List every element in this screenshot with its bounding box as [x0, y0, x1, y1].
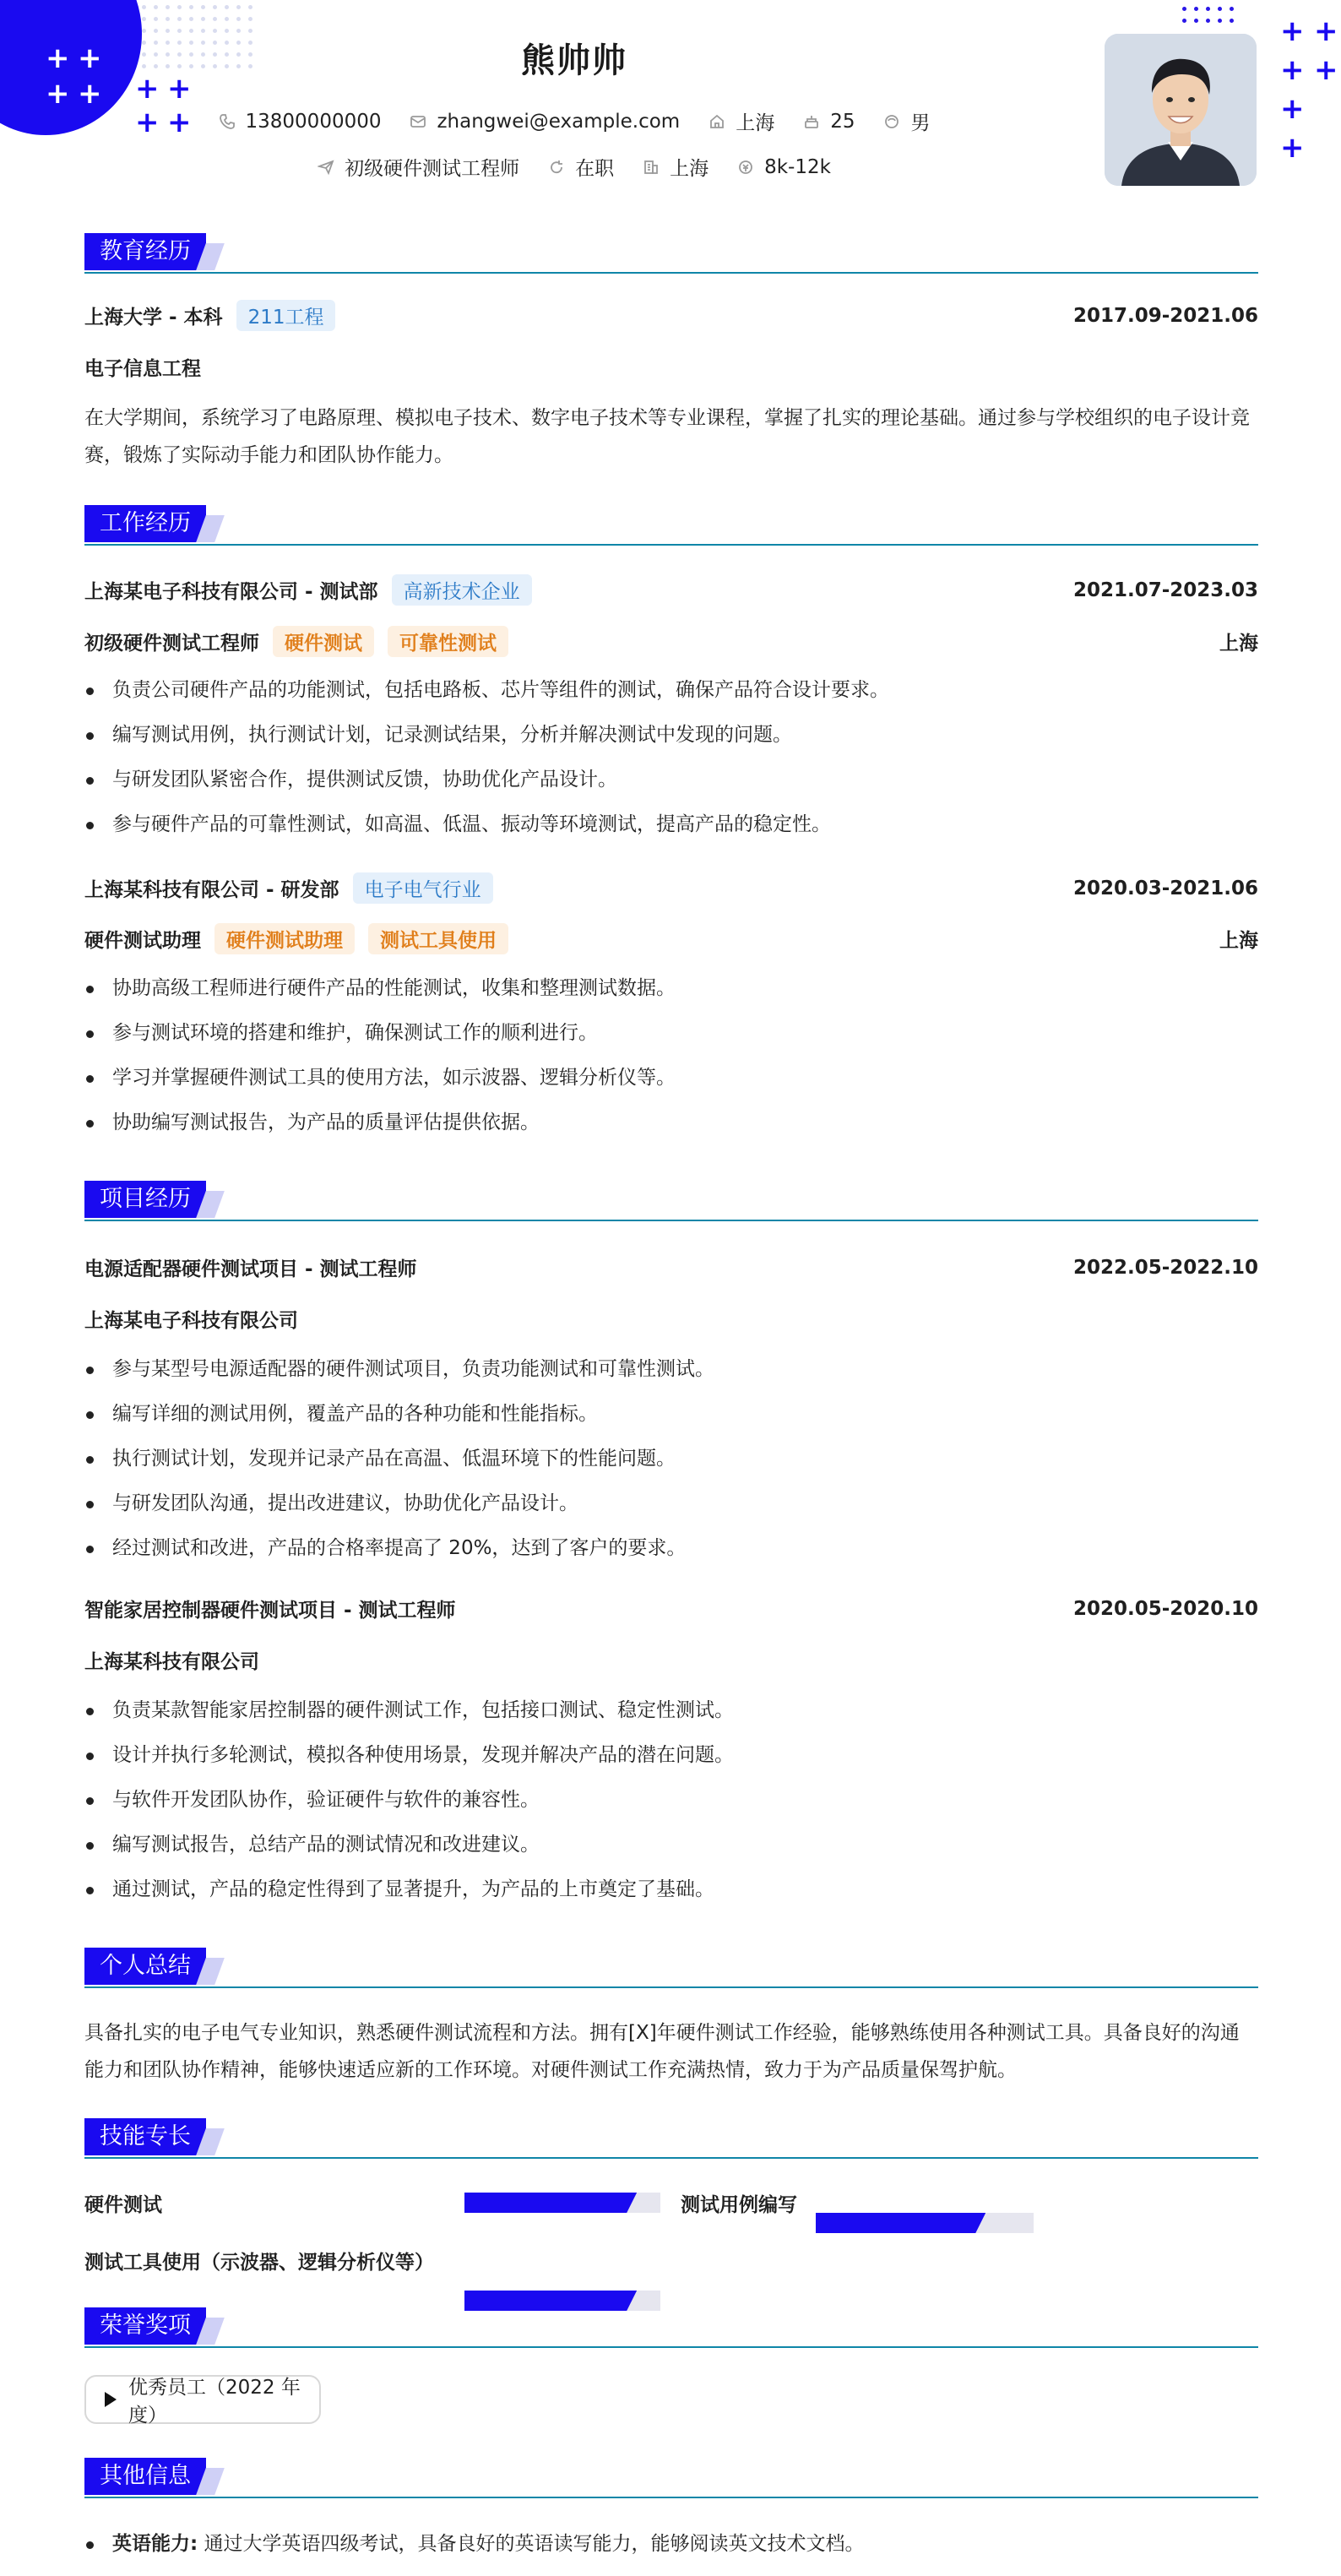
skill-tag: 硬件测试	[273, 626, 374, 657]
project-header	[84, 1253, 1258, 1281]
cake-icon	[803, 113, 820, 130]
work-location: 上海	[1219, 930, 1258, 952]
decor-plus-icon: +	[1280, 131, 1305, 165]
section-title: 荣誉奖项	[84, 2307, 206, 2345]
work-position-row	[84, 626, 1258, 657]
city-item	[709, 107, 774, 135]
section-rule	[84, 2346, 1258, 2348]
gender-value: 男	[910, 112, 931, 134]
job-intent-row	[0, 153, 1148, 181]
skill-tag: 硬件测试助理	[214, 923, 355, 954]
job-target-item	[318, 153, 519, 181]
school-tag: 211工程	[236, 300, 336, 331]
skill-tag: 可靠性测试	[388, 626, 508, 657]
work-period: 2020.03-2021.06	[1072, 877, 1258, 899]
school-degree: 上海大学 - 本科	[84, 307, 223, 329]
list-item: 编写详细的测试用例，覆盖产品的各种功能和性能指标。	[84, 1392, 1258, 1437]
section-education	[84, 233, 1258, 274]
status-value: 在职	[575, 158, 615, 180]
send-icon	[318, 159, 334, 176]
list-item: 参与测试环境的搭建和维护，确保测试工作的顺利进行。	[84, 1011, 1258, 1056]
work-position-row	[84, 923, 1258, 954]
section-rule	[84, 2157, 1258, 2159]
list-item: 通过测试，产品的稳定性得到了显著提升，为产品的上市奠定了基础。	[84, 1867, 1258, 1912]
skill-bar-fill	[816, 2213, 985, 2233]
gender-icon	[883, 113, 900, 130]
section-projects	[84, 1181, 1258, 1221]
section-summary	[84, 1948, 1258, 1988]
section-awards	[84, 2307, 1258, 2348]
list-item: 与软件开发团队协作，验证硬件与软件的兼容性。	[84, 1778, 1258, 1823]
skill-name: 硬件测试	[84, 2194, 162, 2216]
other-text: 通过大学英语四级考试，具备良好的英语读写能力，能够阅读英文技术文档。	[204, 2533, 865, 2555]
award-label: 优秀员工（2022 年度）	[128, 2377, 301, 2427]
decor-dots	[1182, 7, 1234, 23]
decor-plus-icon: +	[1314, 14, 1338, 48]
section-title: 项目经历	[84, 1181, 206, 1218]
list-item: 编写测试用例，执行测试计划，记录测试结果，分析并解决测试中发现的问题。	[84, 713, 1258, 758]
candidate-name: 熊帅帅	[521, 41, 627, 80]
work-position: 硬件测试助理	[84, 930, 201, 952]
list-item: 负责公司硬件产品的功能测试，包括电路板、芯片等组件的测试，确保产品符合设计要求。	[84, 668, 1258, 713]
section-title: 工作经历	[84, 505, 206, 542]
decor-plus-icon: +	[167, 72, 192, 106]
section-work	[84, 505, 1258, 546]
work-header	[84, 872, 1258, 904]
target-city-item	[643, 153, 709, 181]
work-position: 初级硬件测试工程师	[84, 633, 259, 655]
contact-row	[0, 106, 1148, 139]
decor-plus-icon: +	[135, 106, 160, 139]
list-item: 协助高级工程师进行硬件产品的性能测试，收集和整理测试数据。	[84, 966, 1258, 1011]
age-value: 25	[830, 110, 855, 133]
skill-bar-fill	[464, 2193, 637, 2213]
decor-plus-icon: +	[1280, 53, 1305, 87]
salary-item	[737, 156, 831, 178]
project-header	[84, 1595, 1258, 1622]
decor-plus-icon: +	[1314, 53, 1338, 87]
list-item: 参与硬件产品的可靠性测试，如高温、低温、振动等环境测试，提高产品的稳定性。	[84, 802, 1258, 847]
list-item: 经过测试和改进，产品的合格率提高了 20%，达到了客户的要求。	[84, 1526, 1258, 1571]
decor-plus-icon: +	[1280, 92, 1305, 126]
other-bullets	[84, 2522, 1258, 2567]
company-tag: 高新技术企业	[392, 574, 532, 606]
section-rule	[84, 1986, 1258, 1988]
section-skills	[84, 2118, 1258, 2159]
decor-plus-icon: +	[46, 41, 70, 75]
section-rule	[84, 1220, 1258, 1221]
section-rule	[84, 2497, 1258, 2498]
education-description: 在大学期间，系统学习了电路原理、模拟电子技术、数字电子技术等专业课程，掌握了扎实的理论基础。通过参与学校组织的电子设计竞赛，锻炼了实际动手能力和团队协作能力。	[84, 407, 1250, 466]
skill-name: 测试工具使用（示波器、逻辑分析仪等）	[84, 2252, 434, 2274]
project-title: 电源适配器硬件测试项目 - 测试工程师	[84, 1258, 417, 1280]
city-value: 上海	[736, 112, 775, 134]
age-item	[803, 111, 855, 133]
list-item: 与研发团队沟通，提出改进建议，协助优化产品设计。	[84, 1481, 1258, 1526]
home-icon	[709, 113, 725, 130]
coin-icon	[737, 159, 754, 176]
caret-right-icon	[105, 2392, 117, 2407]
work-company: 上海某电子科技有限公司 - 测试部	[84, 581, 378, 603]
section-title: 技能专长	[84, 2118, 206, 2155]
list-item: 学习并掌握硬件测试工具的使用方法，如示波器、逻辑分析仪等。	[84, 1056, 1258, 1101]
other-label: 英语能力:	[112, 2533, 198, 2555]
summary-text: 具备扎实的电子电气专业知识，熟悉硬件测试流程和方法。拥有[X]年硬件测试工作经验，能够熟练使用各种测试工具。具备良好的沟通能力和团队协作精神，能够快速适应新的工作环境。对硬件测试工作充满热情，致力于为产品质量保驾护航。	[84, 2022, 1240, 2081]
refresh-icon	[548, 159, 565, 176]
skill-name: 测试用例编写	[681, 2194, 797, 2216]
mail-icon	[410, 113, 426, 130]
list-item	[84, 2522, 1258, 2567]
skill-tag: 测试工具使用	[368, 923, 508, 954]
skill-bar	[816, 2213, 1034, 2233]
list-item: 执行测试计划，发现并记录产品在高温、低温环境下的性能问题。	[84, 1437, 1258, 1481]
work-period: 2021.07-2023.03	[1072, 579, 1258, 601]
section-title: 个人总结	[84, 1948, 206, 1985]
job-target-value: 初级硬件测试工程师	[345, 158, 520, 180]
section-title: 其他信息	[84, 2458, 206, 2495]
salary-value: 8k-12k	[764, 155, 831, 178]
project-bullets	[84, 1688, 1258, 1912]
status-item	[548, 153, 614, 181]
work-bullets	[84, 668, 1258, 847]
project-period: 2020.05-2020.10	[1072, 1597, 1258, 1620]
phone-item	[219, 111, 382, 133]
list-item: 协助编写测试报告，为产品的质量评估提供依据。	[84, 1101, 1258, 1145]
skill-bar	[464, 2193, 660, 2213]
section-title: 教育经历	[84, 233, 206, 270]
target-city-value: 上海	[670, 158, 709, 180]
building-icon	[643, 159, 660, 176]
project-title: 智能家居控制器硬件测试项目 - 测试工程师	[84, 1600, 456, 1622]
work-header	[84, 574, 1258, 606]
phone-value: 13800000000	[245, 110, 382, 133]
company-tag: 电子电气行业	[353, 872, 493, 904]
list-item: 参与某型号电源适配器的硬件测试项目，负责功能测试和可靠性测试。	[84, 1347, 1258, 1392]
education-period: 2017.09-2021.06	[1072, 304, 1258, 327]
decor-plus-icon: +	[78, 41, 102, 75]
list-item: 负责某款智能家居控制器的硬件测试工作，包括接口测试、稳定性测试。	[84, 1688, 1258, 1733]
work-company: 上海某科技有限公司 - 研发部	[84, 879, 339, 901]
section-rule	[84, 544, 1258, 546]
decor-plus-icon: +	[1280, 14, 1305, 48]
email-item	[410, 111, 680, 133]
project-company: 上海某科技有限公司	[84, 1651, 259, 1673]
phone-icon	[219, 113, 236, 130]
email-value: zhangwei@example.com	[437, 110, 681, 133]
decor-plus-icon: +	[135, 72, 160, 106]
gender-item	[883, 107, 930, 135]
project-bullets	[84, 1347, 1258, 1571]
education-header	[84, 300, 1258, 331]
project-period: 2022.05-2022.10	[1072, 1256, 1258, 1279]
education-major: 电子信息工程	[84, 358, 201, 380]
work-location: 上海	[1219, 633, 1258, 655]
decor-plus-icon: +	[46, 77, 70, 111]
section-other	[84, 2458, 1258, 2498]
list-item: 与研发团队紧密合作，提供测试反馈，协助优化产品设计。	[84, 758, 1258, 802]
avatar-portrait	[1105, 34, 1257, 186]
work-bullets	[84, 966, 1258, 1145]
decor-plus-icon: +	[78, 77, 102, 111]
list-item: 设计并执行多轮测试，模拟各种使用场景，发现并解决产品的潜在问题。	[84, 1733, 1258, 1778]
list-item: 编写测试报告，总结产品的测试情况和改进建议。	[84, 1823, 1258, 1867]
project-company: 上海某电子科技有限公司	[84, 1310, 298, 1332]
avatar	[1105, 34, 1257, 186]
decor-plus-icon: +	[167, 106, 192, 139]
section-rule	[84, 272, 1258, 274]
award-item[interactable]	[84, 2375, 321, 2427]
